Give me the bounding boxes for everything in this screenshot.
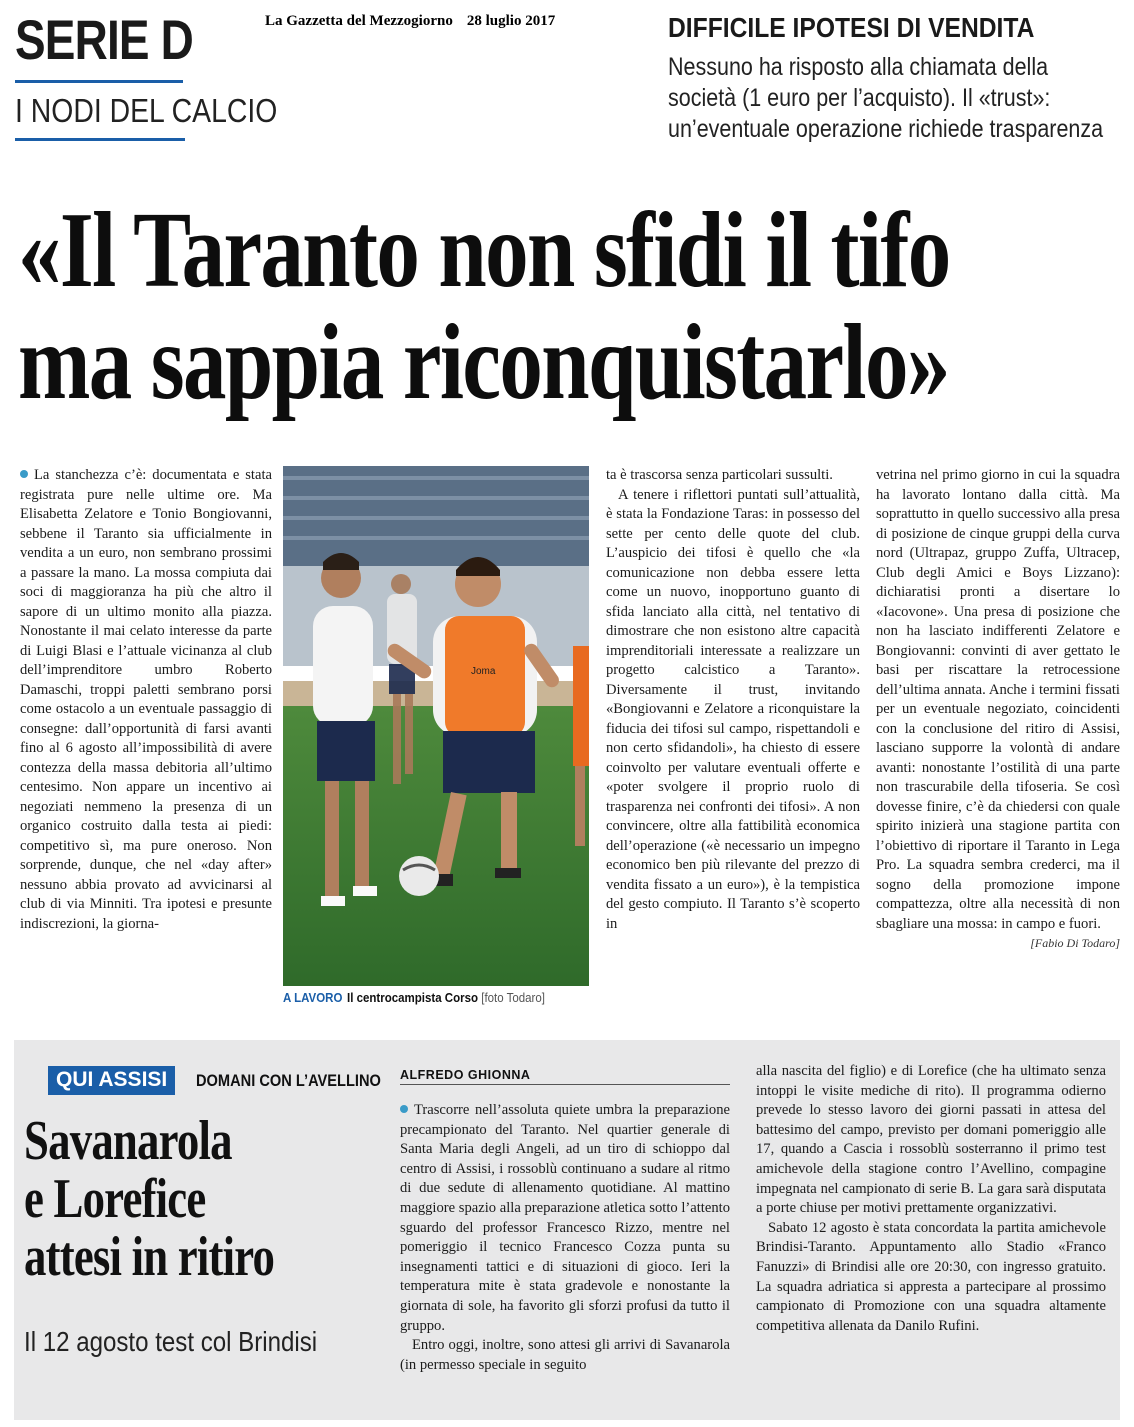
article-signature: [Fabio Di Todaro]	[1030, 936, 1120, 950]
article-column-4	[876, 466, 1120, 954]
kicker-line: un’eventuale operazione richiede trasparenza	[668, 115, 1104, 143]
box-tag-subtitle: DOMANI CON L’AVELLINO	[196, 1071, 381, 1090]
caption-credit: [foto Todaro]	[481, 991, 545, 1005]
training-photo	[283, 466, 589, 986]
photo-caption	[283, 991, 565, 1005]
box-author: ALFREDO GHIONNA	[400, 1068, 730, 1085]
section-title-underline	[15, 80, 183, 83]
article-paragraph: A tenere i riflettori puntati sull’attualità, è stata la Fondazione Taras: in possesso del sette per cento delle quote del club. L’auspicio dei tifosi è quello che «la comunicazione non debba essere letta come un nuovo, inopportuno guanto di sfida lanciato alla città, nel tentativo di dimostrare che non esistono altre capacità imprenditoriali interessate a realizzare un progetto calcistico a Taranto». Diversamente il trust, invitando «Bongiovanni e Zelatore a riconquistare la fiducia dei tifosi sul campo, rispettandoli e non certo sfidandoli», ha chiesto di essere coinvolto per valutare eventuali offerte e «poter svolgere il proprio ruolo di trasparenza nei confronti dei tifosi». A non convincere, oltre alla fattibilità economica dell’operazione («è necessario un impegno economico ben più rilevante del prezzo di vendita fissato a un euro»), è la tempistica del gesto compiuto. Il Taranto s’è scoperto in	[606, 486, 860, 932]
main-headline	[18, 191, 1134, 422]
caption-tag: A LAVORO	[283, 991, 343, 1005]
kicker-line: società (1 euro per l’acquisto). Il «trust»:	[668, 84, 1051, 112]
box-column-2	[756, 1062, 1106, 1336]
article-column-1	[20, 466, 272, 934]
box-column-1	[400, 1101, 730, 1375]
box-headline-line: attesi in ritiro	[24, 1226, 275, 1288]
article-paragraph: vetrina nel primo giorno in cui la squadra ha lavorato lontano dalla città. Ma soprattutto in quello successivo alla presa di posizione de cinque gruppi della curva nord (Ultrapaz, gruppo Zuffa, Ultracep, Club degli Amici e Boys Lizzano): dichiaratisi pronti a disertare lo «Iacovone». Una presa di posizione che non ha lasciato indifferenti Zelatore e Bongiovanni: convinti di aver gettato le basi per riscattare la retrocessione dell’ultima annata. Anche i termini fissati per un eventuale negoziato, coincidenti con la conclusione del ritiro di Assisi, lasciano supporre la volontà di andare avanti: nonostante l’ostilità di una parte non trascurabile della tifoseria. Se così dovesse finire, c’è da chiedersi con quale spirito inizierà una stagione partita con l’obiettivo di riportare il Taranto in Lega Pro. La squadra sembra crederci, ma il sogno della promozione impone compattezza, oltre alla necessità di non sbagliare una mossa: in campo e fuori.	[876, 467, 1120, 932]
box-tag: QUI ASSISI	[48, 1066, 175, 1095]
caption-text: Il centrocampista Corso	[347, 991, 479, 1005]
box-paragraph: Trascorre nell’assoluta quiete umbra la preparazione precampionato del Taranto. Nel quartier generale di Santa Maria degli Angeli, ad un tiro di schioppo dal centro di Assisi, i rossoblù continuano a sudare al ritmo di due sedute di allenamento quotidiane. Al mattino maggiore spazio alla preparazione atletica sotto l’attento sguardo del professor Francesco Rizzo, mentre nel pomeriggio il tecnico Francesco Cozza punta su insegnamenti tattici e di situazioni di gioco. Ieri la temperatura mite è stata gradevole e nonostante la giornata di sole, ha favorito gli sforzi profusi da tutto il gruppo.	[400, 1102, 730, 1334]
box-paragraph: Sabato 12 agosto è stata concordata la partita amichevole Brindisi-Taranto. Appuntamento allo Stadio «Franco Fanuzzi» di Brindisi alle ore 20:30, con ingresso gratuito. La squadra adriatica si appresta a partecipare al prossimo campionato di Promozione con una squadra altamente competitiva allenata da Danilo Rufini.	[756, 1219, 1106, 1334]
box-headline-line: Savanarola	[24, 1110, 232, 1172]
kicker-title: DIFFICILE IPOTESI DI VENDITA	[668, 12, 1035, 43]
box-headline	[24, 1112, 337, 1286]
photo	[283, 466, 589, 986]
kicker-subtitle	[668, 52, 1115, 145]
svg-text:Joma: Joma	[471, 666, 496, 677]
section-subtitle: I NODI DEL CALCIO	[15, 92, 278, 129]
box-paragraph: Entro oggi, inoltre, sono attesi gli arrivi di Savanarola (in permesso speciale in seguito	[400, 1337, 730, 1373]
source-paper: La Gazzetta del Mezzogiorno	[265, 13, 453, 29]
article-column-3	[606, 466, 860, 934]
kicker-line: Nessuno ha risposto alla chiamata della	[668, 53, 1049, 81]
headline-line: ma sappia riconquistarlo»	[18, 303, 949, 422]
section-subtitle-underline	[15, 138, 185, 141]
article-paragraph: ta è trascorsa senza particolari sussulti.	[606, 467, 833, 483]
bullet-icon	[400, 1105, 408, 1113]
box-headline-line: e Lorefice	[24, 1168, 206, 1230]
box-paragraph: alla nascita del figlio) e di Lorefice (che ha ultimato senza intoppi le visite mediche di rito). Il programma odierno prevede lo stesso lavoro dei giorni passati in attesa del battesimo del campo, previsto per domani pomeriggio alle 17, quando a Cascia i rossoblù sosterranno il primo test amichevole della stagione contro l’Avellino, compagine impegnata nel campionato di serie B. La gara sarà disputata a porte chiuse per motivi prettamente organizzativi.	[756, 1063, 1106, 1217]
bullet-icon	[20, 470, 28, 478]
section-title: SERIE D	[15, 8, 193, 71]
article-paragraph: La stanchezza c’è: documentata e stata registrata pure nelle ultime ore. Ma Elisabetta Zelatore e Tonio Bongiovanni, sebbene il Taranto sia ufficialmente in vendita a un euro, non sembrano prossimi a passare la mano. La mossa compiuta dai soci di maggioranza ha più che altro il sapore di un ultimo monito alla piazza. Nonostante il mai celato interesse da parte di Luigi Blasi e l’attuale vicinanza al club dell’imprenditore umbro Roberto Damaschi, troppi paletti sembrano porsi come ostacolo a un eventuale passaggio di consegne: dall’opportunità di farsi avanti fino al 6 agosto all’impossibilità di avere contezza della massa debitoria all’ultimo centesimo. Non appare un incentivo ai negoziati nemmeno la presenza di un organico costruito dalla testa ai piedi: competitivo sì, ma pure oneroso. Non sorprende, dunque, che nel «day after» nessuno abbia provato ad avvicinarsi al club di via Minniti. Tra ipotesi e presunte indiscrezioni, la giorna-	[20, 467, 272, 932]
source-line	[265, 13, 555, 30]
box-subheadline: Il 12 agosto test col Brindisi	[24, 1326, 318, 1357]
source-date: 28 luglio 2017	[466, 13, 556, 29]
headline-line: «Il Taranto non sfidi il tifo	[18, 191, 950, 310]
